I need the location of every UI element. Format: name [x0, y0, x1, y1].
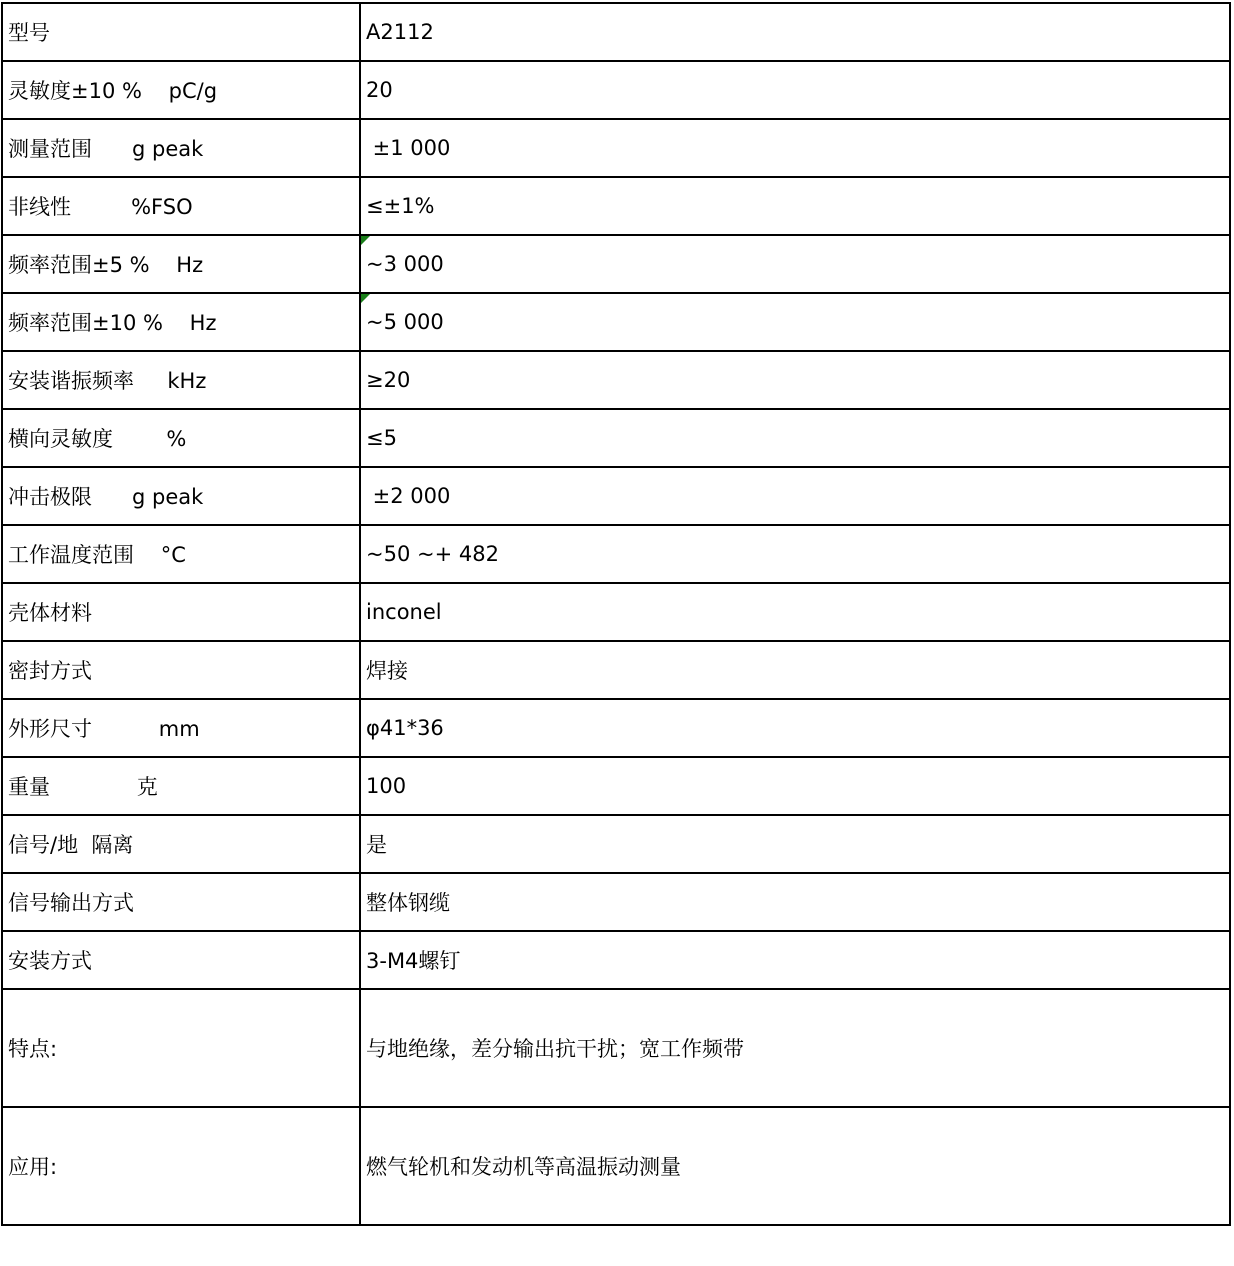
row-label: 重量 克	[2, 757, 360, 815]
row-label: 工作温度范围 °C	[2, 525, 360, 583]
row-label: 信号/地 隔离	[2, 815, 360, 873]
row-label: 应用:	[2, 1107, 360, 1225]
row-label: 冲击极限 g peak	[2, 467, 360, 525]
row-value-cell	[360, 235, 1230, 293]
row-label: 横向灵敏度 %	[2, 409, 360, 467]
table-row	[2, 815, 1230, 873]
table-row	[2, 931, 1230, 989]
table-row	[2, 351, 1230, 409]
row-label: 频率范围±10 % Hz	[2, 293, 360, 351]
row-value: A2112	[360, 3, 1230, 61]
table-row	[2, 177, 1230, 235]
row-value: 20	[360, 61, 1230, 119]
row-label: 灵敏度±10 % pC/g	[2, 61, 360, 119]
table-row	[2, 583, 1230, 641]
table-row	[2, 61, 1230, 119]
row-value-cell	[360, 293, 1230, 351]
row-value: 100	[360, 757, 1230, 815]
table-row	[2, 525, 1230, 583]
table-row	[2, 873, 1230, 931]
row-value: ≥20	[360, 351, 1230, 409]
row-label: 安装方式	[2, 931, 360, 989]
table-row	[2, 989, 1230, 1107]
row-label: 安装谐振频率 kHz	[2, 351, 360, 409]
cell-marker-icon	[361, 236, 370, 245]
table-row	[2, 641, 1230, 699]
row-label: 信号输出方式	[2, 873, 360, 931]
row-label: 密封方式	[2, 641, 360, 699]
table-row	[2, 467, 1230, 525]
row-value: ~50 ~+ 482	[360, 525, 1230, 583]
row-value: 与地绝缘，差分输出抗干扰；宽工作频带	[360, 989, 1230, 1107]
table-row	[2, 235, 1230, 293]
table-row	[2, 119, 1230, 177]
row-value: ±2 000	[360, 467, 1230, 525]
row-label: 特点:	[2, 989, 360, 1107]
row-value: ±1 000	[360, 119, 1230, 177]
row-value: 是	[360, 815, 1230, 873]
table-row	[2, 409, 1230, 467]
row-value: ≤±1%	[360, 177, 1230, 235]
row-label: 测量范围 g peak	[2, 119, 360, 177]
row-value: ~5 000	[366, 310, 444, 334]
table-row	[2, 757, 1230, 815]
row-value: 整体钢缆	[360, 873, 1230, 931]
spec-table	[1, 2, 1231, 1226]
row-label: 型号	[2, 3, 360, 61]
table-row	[2, 1107, 1230, 1225]
row-value: inconel	[360, 583, 1230, 641]
table-row	[2, 3, 1230, 61]
row-value: φ41*36	[360, 699, 1230, 757]
row-label: 外形尺寸 mm	[2, 699, 360, 757]
table-row	[2, 699, 1230, 757]
table-row	[2, 293, 1230, 351]
row-label: 壳体材料	[2, 583, 360, 641]
row-label: 频率范围±5 % Hz	[2, 235, 360, 293]
row-value: ~3 000	[366, 252, 444, 276]
row-value: 焊接	[360, 641, 1230, 699]
row-value: 3-M4螺钉	[360, 931, 1230, 989]
cell-marker-icon	[361, 294, 370, 303]
row-value: ≤5	[360, 409, 1230, 467]
row-value: 燃气轮机和发动机等高温振动测量	[360, 1107, 1230, 1225]
row-label: 非线性 %FSO	[2, 177, 360, 235]
